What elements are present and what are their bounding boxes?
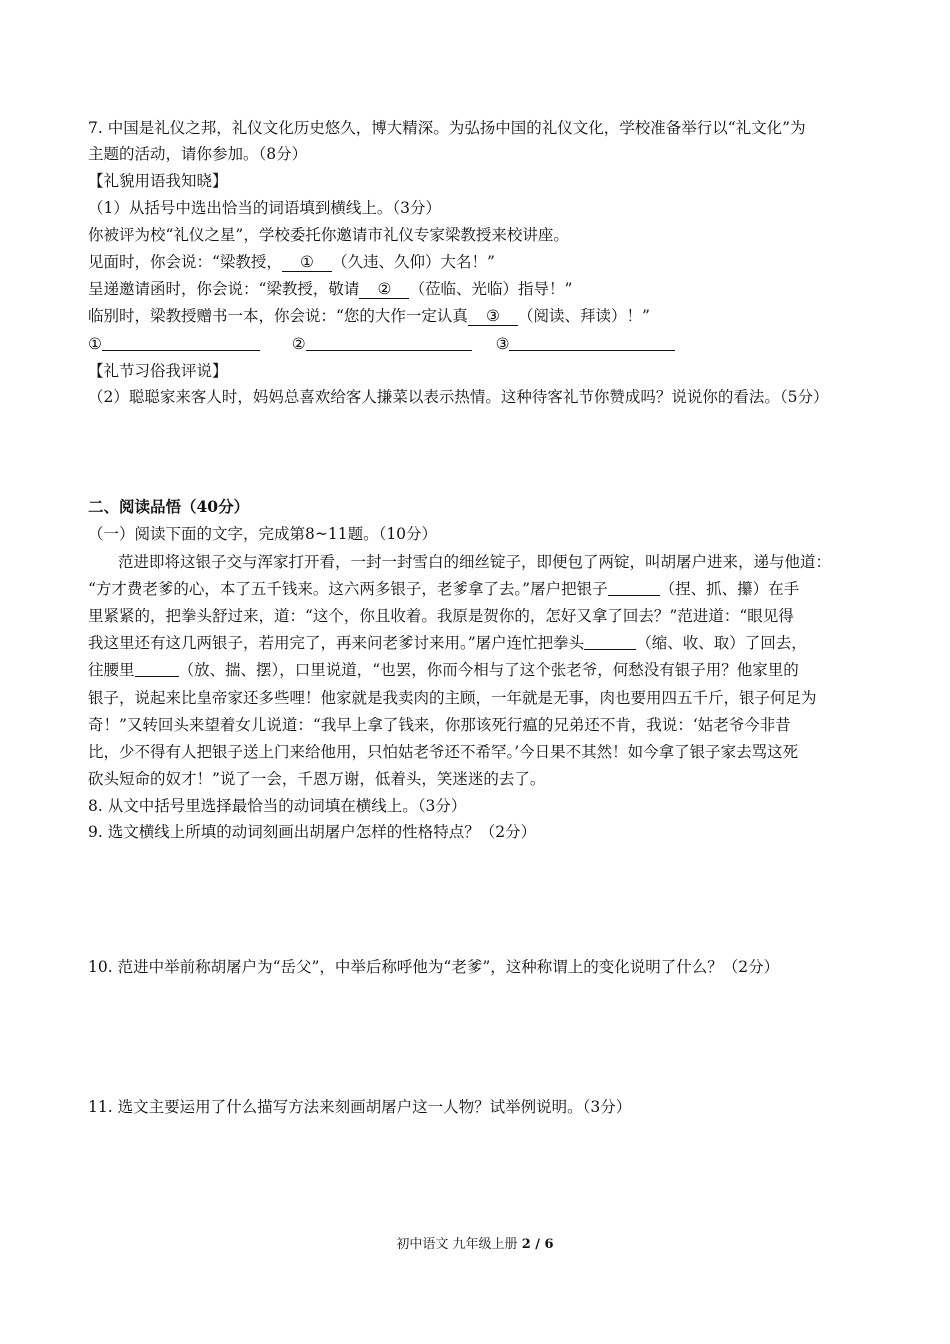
sentence-2-prefix: 呈递邀请函时，你会说：“梁教授，敬请	[88, 280, 360, 298]
passage-line-2-suffix: （捏、抓、攥）在手	[659, 580, 800, 598]
answer-2-label: ②	[291, 335, 306, 353]
passage-line-5-suffix: （放、揣、摆），口里说道，“也罢，你而今相与了这个张老爷，何愁没有银子用？他家里的	[178, 661, 799, 679]
page-number: 2 / 6	[521, 1237, 554, 1252]
sentence-1-suffix: （久违、久仰）大名！”	[331, 253, 495, 271]
section-title-polite-words: 【礼貌用语我知晓】	[88, 172, 228, 190]
q7-sentence-3	[88, 304, 650, 328]
question-11: 11. 选文主要运用了什么描写方法来刻画胡屠户这一人物？试举例说明。（3分）	[88, 1098, 632, 1116]
passage-line-2-prefix: “方才费老爹的心，本了五千钱来。这六两多银子，老爹拿了去。”屠户把银子	[88, 580, 608, 598]
q7-answer-row	[88, 332, 675, 356]
passage-line-4-suffix: （缩、收、取）了回去，	[636, 634, 807, 652]
fill-blank-1[interactable]: ①	[282, 253, 332, 272]
answer-3-label: ③	[495, 335, 510, 353]
passage-line-6: 银子，说起来比皇帝家还多些哩！他家就是我卖肉的主顾，一年就是无事，肉也要用四五千斤，银子何足为	[88, 689, 817, 707]
question-9: 9. 选文横线上所填的动词刻画出胡屠户怎样的性格特点？（2分）	[88, 823, 537, 841]
question-10: 10. 范进中举前称胡屠户为“岳父”，中举后称呼他为“老爹”，这种称谓上的变化说明了什么？（2分）	[88, 958, 780, 976]
verb-blank-2[interactable]	[584, 633, 636, 650]
section-title-customs: 【礼节习俗我评说】	[88, 362, 228, 380]
passage-line-4	[88, 631, 807, 655]
fill-blank-2[interactable]: ②	[359, 280, 409, 299]
passage-line-8: 比，少不得有人把银子送上门来给他用，只怕姑老爷还不希罕。’今日果不其然！如今拿了银子家去骂这死	[88, 743, 799, 761]
part2-sub: （一）阅读下面的文字，完成第8~11题。（10分）	[88, 525, 438, 543]
answer-3-field[interactable]	[509, 334, 675, 351]
passage-line-5-prefix: 往腰里	[88, 661, 135, 679]
sentence-1-prefix: 见面时，你会说：“梁教授，	[88, 253, 282, 271]
passage-line-5	[88, 658, 799, 682]
page-footer	[0, 1236, 950, 1254]
answer-1-label: ①	[88, 335, 102, 353]
q7-line-1: 7. 中国是礼仪之邦，礼仪文化历史悠久，博大精深。为弘扬中国的礼仪文化，学校准备举行以“礼文化”为	[88, 119, 806, 137]
question-8: 8. 从文中括号里选择最恰当的动词填在横线上。（3分）	[88, 797, 467, 815]
q7-sentence-2	[88, 277, 572, 301]
passage-line-7: 奇！”又转回头来望着女儿说道：“我早上拿了钱来，你那该死行瘟的兄弟还不肯，我说：‘姑老爷今非昔	[88, 716, 791, 734]
passage-line-1: 范进即将这银子交与浑家打开看，一封一封雪白的细丝锭子，即便包了两锭，叫胡屠户进来，递与他道：	[118, 553, 832, 571]
passage-line-9: 砍头短命的奴才！”说了一会，千恩万谢，低着头，笑迷迷的去了。	[88, 770, 546, 788]
answer-1-field[interactable]	[102, 334, 260, 351]
sentence-3-suffix: （阅读、拜读）！”	[517, 307, 650, 325]
verb-blank-3[interactable]	[135, 660, 179, 677]
q7-sub-1: （1）从括号中选出恰当的词语填到横线上。（3分）	[88, 199, 441, 217]
sentence-2-suffix: （莅临、光临）指导！”	[409, 280, 573, 298]
q7-line-2: 主题的活动，请你参加。（8分）	[88, 145, 308, 163]
passage-line-2	[88, 577, 799, 601]
passage-line-4-prefix: 我这里还有这几两银子，若用完了，再来问老爹讨来用。”屠户连忙把拳头	[88, 634, 585, 652]
sentence-3-prefix: 临别时，梁教授赠书一本，你会说：“您的大作一定认真	[88, 307, 468, 325]
answer-2-field[interactable]	[306, 334, 472, 351]
fill-blank-3[interactable]: ③	[468, 307, 518, 326]
q7-sub-2: （2）聪聪家来客人时，妈妈总喜欢给客人搛菜以表示热情。这种待客礼节你赞成吗？说说你的看法。（5分）	[88, 388, 829, 406]
q7-sentence-1	[88, 250, 495, 274]
verb-blank-1[interactable]	[608, 579, 660, 596]
part2-title: 二、阅读品悟（40分）	[88, 497, 250, 516]
passage-line-3: 里紧紧的，把拳头舒过来，道：“这个，你且收着。我原是贺你的，怎好又拿了回去？”范进道：“眼见得	[88, 607, 794, 625]
footer-text: 初中语文 九年级上册	[396, 1237, 522, 1252]
q7-intro: 你被评为校“礼仪之星”，学校委托你邀请市礼仪专家梁教授来校讲座。	[88, 226, 569, 244]
